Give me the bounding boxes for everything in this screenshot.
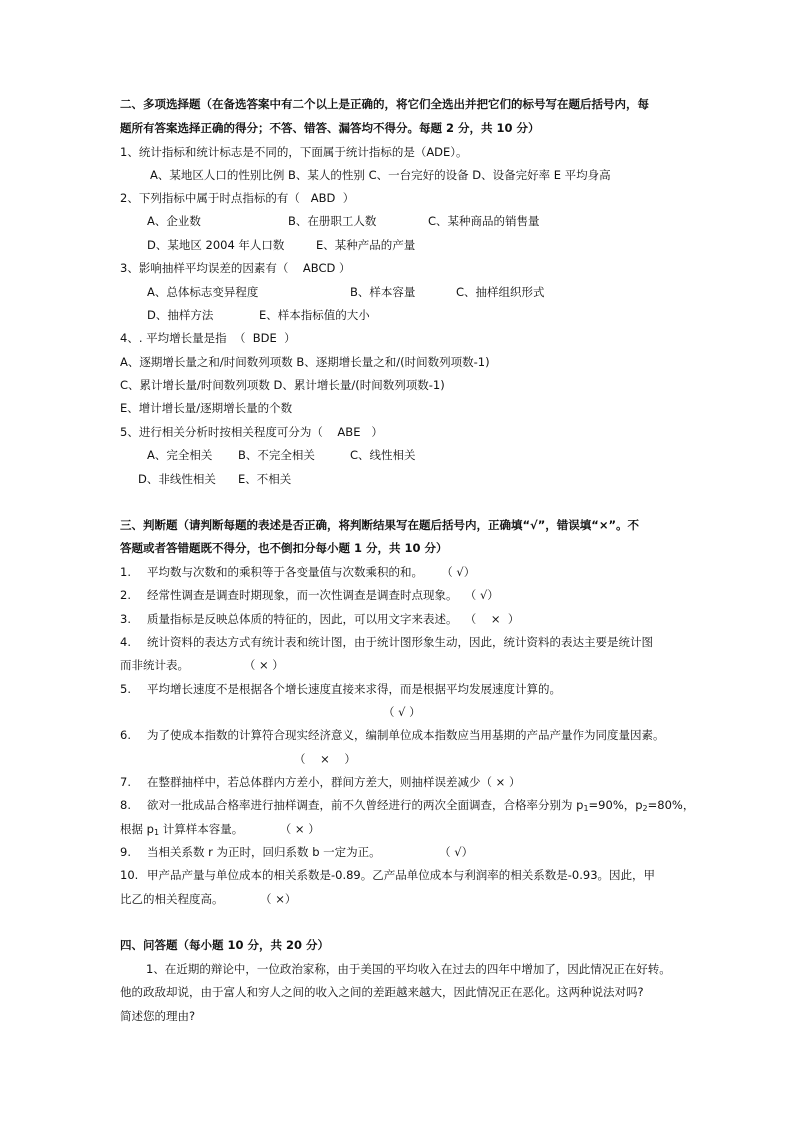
q3-option-e: E、样本指标值的大小	[259, 308, 370, 322]
q4-stem: 4、. 平均增长量是指 （ BDE ）	[120, 331, 296, 345]
tf-item-number: 3.	[120, 612, 131, 626]
essay-question-line1: 1、在近期的辩论中，一位政治家称，由于美国的平均收入在过去的四年中增加了，因此情况正在好转。	[146, 962, 671, 976]
tf-text-part: 计算样本容量。 （ × ）	[159, 822, 320, 836]
tf-text-part: 欲对一批成品合格率进行抽样调查，前不久曾经进行的两次全面调查，合格率分别为 p	[147, 798, 584, 812]
tf-item-continuation: 而非统计表。 （ × ）	[120, 658, 284, 672]
q3-option-a: A、总体标志变异程度	[147, 285, 259, 299]
subscript: 1	[153, 828, 160, 837]
tf-item-number: 6.	[120, 728, 131, 742]
q5-option-a: A、完全相关	[147, 448, 213, 462]
tf-item-number: 8.	[120, 798, 131, 812]
tf-item-text: 平均增长速度不是根据各个增长速度直接来求得，而是根据平均发展速度计算的。	[147, 682, 561, 696]
tf-item-continuation	[120, 821, 320, 837]
section3-heading-line1: 三、判断题（请判断每题的表述是否正确，将判断结果写在题后括号内，正确填“√”，错误填“×”。不	[120, 518, 640, 532]
tf-text-part: =80%，	[647, 798, 695, 812]
tf-item-text: 经常性调查是调查时期现象，而一次性调查是调查时点现象。 （ √）	[147, 588, 499, 602]
tf-item-number: 2.	[120, 588, 131, 602]
q2-option-a: A、企业数	[147, 214, 201, 228]
q3-option-d: D、抽样方法	[147, 308, 214, 322]
tf-item-text: 甲产品产量与单位成本的相关系数是-0.89。乙产品单位成本与利润率的相关系数是-0.93。因此，甲	[147, 868, 656, 882]
tf-item-number: 7.	[120, 775, 131, 789]
q2-option-b: B、在册职工人数	[288, 214, 377, 228]
essay-question-line3: 简述您的理由?	[120, 1009, 196, 1023]
q3-stem: 3、影响抽样平均误差的因素有（ ABCD ）	[120, 261, 351, 275]
tf-item-number: 10.	[120, 868, 139, 882]
subscript: 2	[642, 804, 648, 813]
tf-item-number: 9.	[120, 845, 131, 859]
tf-item-text: 平均数与次数和的乘积等于各变量值与次数乘积的和。 （ √）	[147, 565, 476, 579]
q1-stem: 1、统计指标和统计标志是不同的，下面属于统计指标的是（ADE）。	[120, 145, 468, 159]
q2-stem: 2、下列指标中属于时点指标的有（ ABD ）	[120, 191, 355, 205]
tf-item-answer: （ × ）	[294, 752, 356, 766]
q4-options-line1: A、逐期增长量之和/时间数列项数 B、逐期增长量之和/(时间数列项数-1)	[120, 355, 490, 369]
q5-option-d: D、非线性相关	[138, 472, 216, 486]
essay-question-line2: 他的政敌却说，由于富人和穷人之间的收入之间的差距越来越大，因此情况正在恶化。这两种说法对吗?	[120, 985, 644, 999]
section4-heading: 四、问答题（每小题 10 分，共 20 分）	[120, 938, 330, 952]
q4-options-line3: E、增计增长量/逐期增长量的个数	[120, 401, 293, 415]
section3-heading-line2: 答题或者答错题既不得分，也不倒扣分每小题 1 分，共 10 分）	[120, 541, 448, 555]
q5-option-e: E、不相关	[238, 472, 292, 486]
q5-option-c: C、线性相关	[350, 448, 416, 462]
q1-options: A、某地区人口的性别比例 B、某人的性别 C、一台完好的设备 D、设备完好率 E 平均身高	[150, 168, 611, 182]
tf-item-number: 1.	[120, 565, 131, 579]
tf-item-text: 在整群抽样中，若总体群内方差小，群间方差大，则抽样误差减少（ × ）	[147, 775, 521, 789]
q5-stem: 5、进行相关分析时按相关程度可分为（ ABE ）	[120, 425, 383, 439]
tf-item-text: 统计资料的表达方式有统计表和统计图，由于统计图形象生动，因此，统计资料的表达主要是统计图	[147, 635, 653, 649]
tf-item-text	[147, 797, 694, 813]
tf-item-number: 4.	[120, 635, 131, 649]
tf-text-part: =90%，p	[588, 798, 643, 812]
tf-item-continuation: 比乙的相关程度高。 （ ×）	[120, 892, 297, 906]
q2-option-e: E、某种产品的产量	[316, 238, 416, 252]
q2-option-d: D、某地区 2004 年人口数	[147, 238, 285, 252]
q4-options-line2: C、累计增长量/时间数列项数 D、累计增长量/(时间数列项数-1)	[120, 378, 445, 392]
tf-text-part: 根据 p	[120, 822, 154, 836]
q3-option-c: C、抽样组织形式	[456, 285, 545, 299]
tf-item-number: 5.	[120, 682, 131, 696]
subscript: 1	[583, 804, 589, 813]
q5-option-b: B、不完全相关	[238, 448, 315, 462]
tf-item-answer: （ √ ）	[383, 705, 421, 719]
q2-option-c: C、某种商品的销售量	[428, 214, 540, 228]
section2-heading-line2: 题所有答案选择正确的得分；不答、错答、漏答均不得分。每题 2 分，共 10 分）	[120, 121, 540, 135]
tf-item-text: 质量指标是反映总体质的特征的，因此，可以用文字来表述。 （ × ）	[147, 612, 520, 626]
q3-option-b: B、样本容量	[350, 285, 416, 299]
tf-item-text: 为了使成本指数的计算符合现实经济意义，编制单位成本指数应当用基期的产品产量作为同度量因素。	[147, 728, 665, 742]
section2-heading-line1: 二、多项选择题（在备选答案中有二个以上是正确的，将它们全选出并把它们的标号写在题后括号内，每	[120, 97, 649, 111]
tf-item-text: 当相关系数 r 为正时，回归系数 b 一定为正。 （ √）	[147, 845, 474, 859]
